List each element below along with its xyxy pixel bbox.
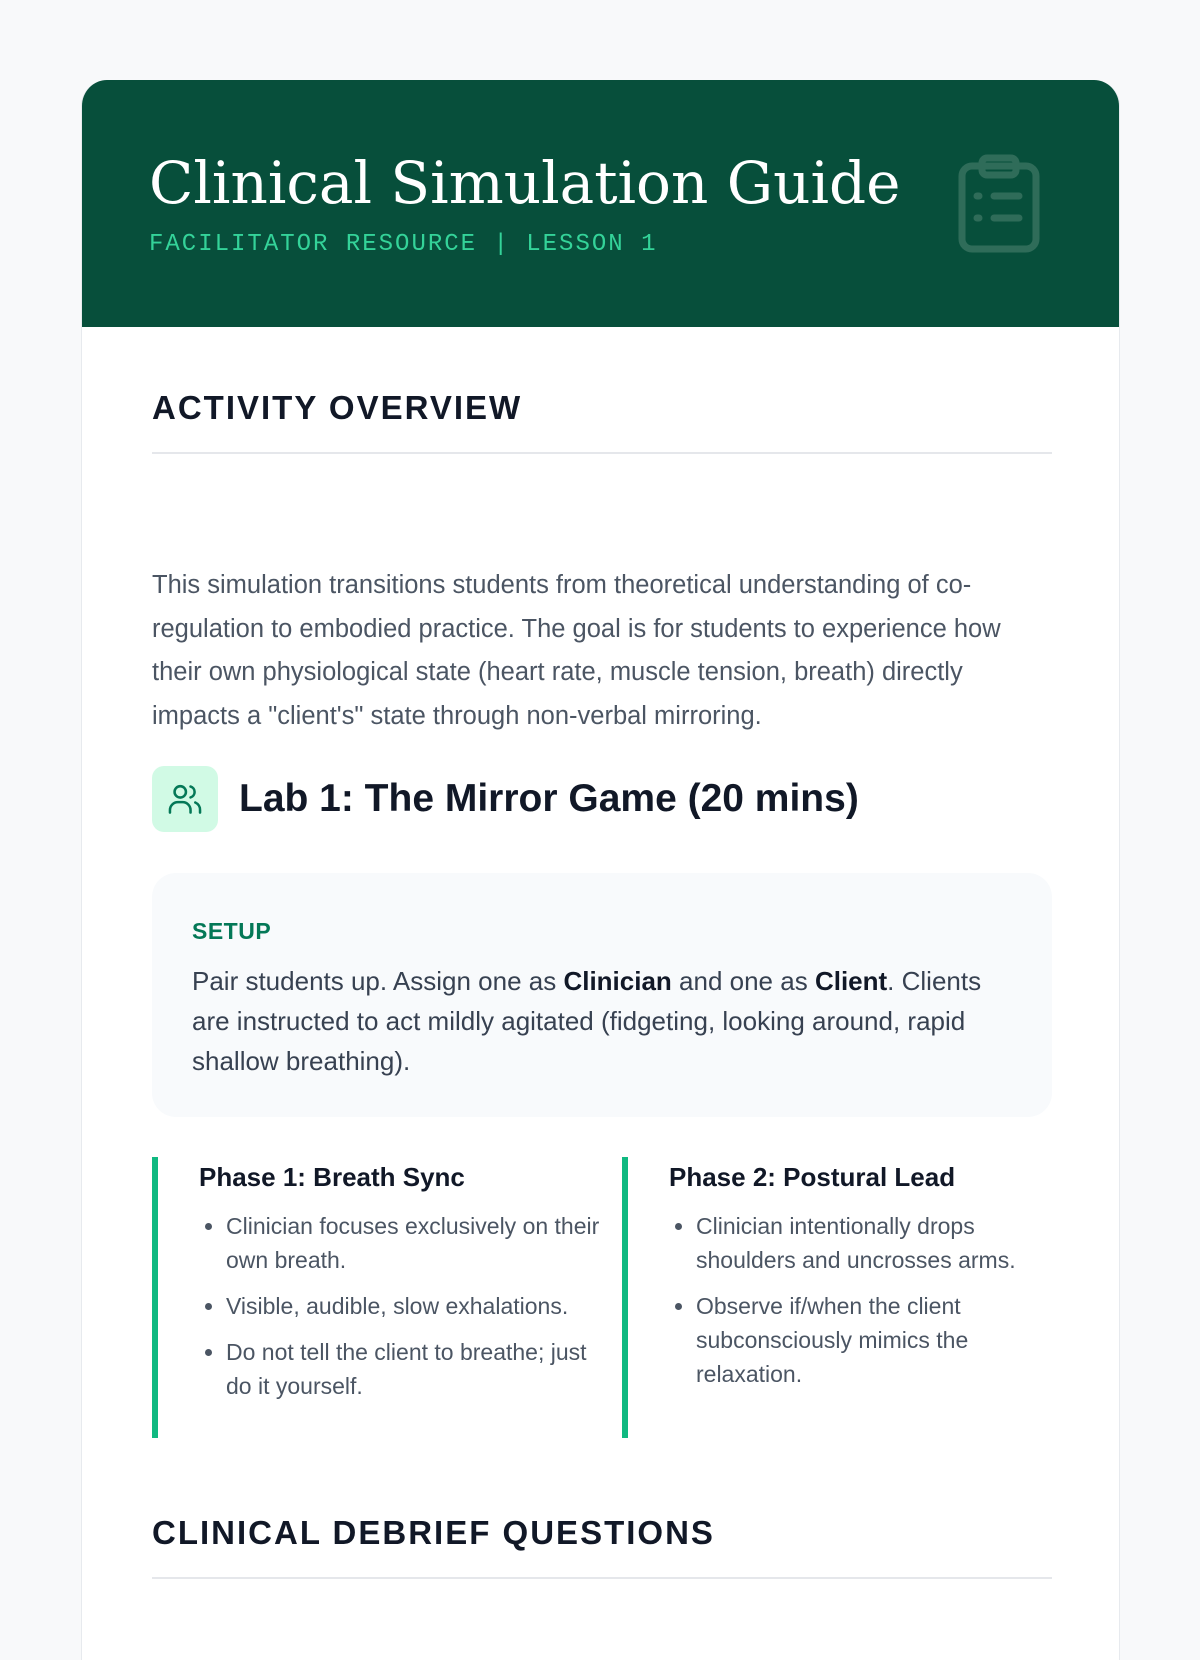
guide-header xyxy=(82,80,1119,327)
overview-text: This simulation transitions students from theoretical understanding of co-regulation to embodied practice. The goal is for students to experience how their own physiological state (heart rate, muscle tension, breath) directly impacts a "client's" state through non-verbal mirroring. xyxy=(152,571,1001,730)
debrief-divider xyxy=(152,1577,1052,1579)
phase-title: Phase 2: Postural Lead xyxy=(669,1162,956,1192)
lab-title: Lab 1: The Mirror Game (20 mins) xyxy=(239,777,859,820)
phase-2-card xyxy=(622,1157,1048,1438)
phase-1-steps xyxy=(199,1209,606,1415)
setup-box xyxy=(152,873,1052,1117)
users-icon xyxy=(152,766,218,832)
debrief-heading: CLINICAL DEBRIEF QUESTIONS xyxy=(152,1514,715,1551)
phase-1-card xyxy=(152,1157,600,1438)
overview-divider xyxy=(152,452,1052,454)
phase-title: Phase 1: Breath Sync xyxy=(199,1162,465,1192)
setup-text: Pair students up. Assign one as Clinician and one as Client. Clients are instructed to act mildly agitated (fidgeting, looking around, rapid shallow breathing). xyxy=(192,966,982,1076)
list-item: • Do not tell the client to breathe; just do it yourself. xyxy=(226,1335,606,1403)
list-item: • Clinician focuses exclusively on their own breath. xyxy=(226,1209,606,1277)
page-title: Clinical Simulation Guide xyxy=(149,149,901,217)
guide-card xyxy=(81,80,1120,1660)
list-item: • Observe if/when the client subconsciously mimics the relaxation. xyxy=(696,1289,1076,1391)
client-role: Client xyxy=(814,966,888,996)
clinician-role: Clinician xyxy=(563,966,672,996)
setup-label: SETUP xyxy=(192,918,272,944)
clipboard-list-icon xyxy=(957,154,1041,254)
list-item: • Visible, audible, slow exhalations. xyxy=(226,1289,606,1323)
list-item: • Clinician intentionally drops shoulders and uncrosses arms. xyxy=(696,1209,1076,1277)
page-subtitle: FACILITATOR RESOURCE | LESSON 1 xyxy=(149,231,658,258)
overview-heading: ACTIVITY OVERVIEW xyxy=(152,389,523,426)
phase-2-steps xyxy=(669,1209,1076,1403)
